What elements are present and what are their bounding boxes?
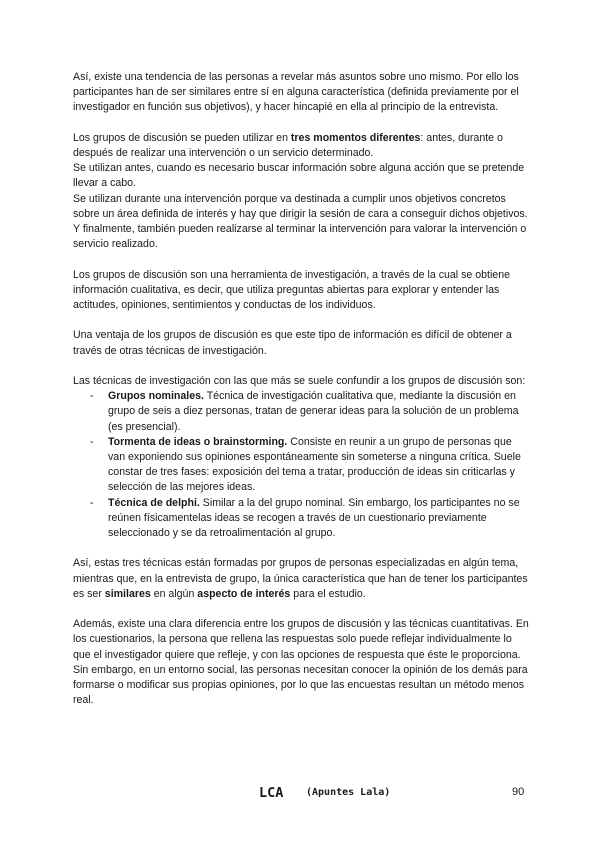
paragraph-similarity: Así, existe una tendencia de las personas a revelar más asuntos sobre uno mismo. Por ello los participantes han de ser similares entre sí en alguna característica (definida previamente por el investigador en función sus objetivos), y hacer hincapié en ella al principio de la entrevista. [73, 71, 519, 114]
paragraph-comparison [73, 556, 531, 602]
technique-term: Grupos nominales. [108, 390, 204, 403]
page-number: 90 [512, 786, 525, 798]
footer-subtitle: (Apuntes Lala) [306, 787, 391, 798]
technique-term: Tormenta de ideas o brainstorming. [108, 435, 288, 448]
technique-description: Consiste en reunir a un grupo de personas que van exponiendo sus opiniones espontáneamente sin someterse a ninguna crítica. Suele constar de tres fases: exposición del tema a tratar, producción de ideas sin criticarlas y selección de las mejores ideas. [108, 435, 521, 494]
technique-description: Similar a la del grupo nominal. Sin embargo, los participantes no se reúnen físicamentelas ideas se recogen a través de un cuestionario previamente seleccionado y se da retroalimentación al grupo. [108, 496, 520, 540]
paragraph-tool: Los grupos de discusión son una herramienta de investigación, a través de la cual se obtiene información cualitativa, es decir, que utiliza preguntas abiertas para explorar y entender las actitudes, opiniones, sentimientos y conductas de los individuos. [73, 268, 510, 312]
paragraph-before: Se utilizan antes, cuando es necesario buscar información sobre alguna acción que se pretende llevar a cabo. [73, 162, 525, 190]
bold-term: tres momentos diferentes [290, 131, 421, 144]
technique-term: Técnica de delphi. [108, 496, 200, 509]
bold-term: similares [104, 587, 151, 600]
text-segment: Los grupos de discusión se pueden utilizar en [73, 131, 291, 144]
paragraph-techniques-intro: Las técnicas de investigación con las que más se suele confundir a los grupos de discusión son: [73, 375, 526, 387]
technique-description: Técnica de investigación cualitativa que, mediante la discusión en grupo de seis a diez personas, tratan de generar ideas para la solución de un problema (es presencial). [108, 390, 519, 433]
paragraph-quantitative: Además, existe una clara diferencia entre los grupos de discusión y las técnicas cuantitativas. En los cuestionarios, la persona que rellena las respuestas solo puede reflejar individualmente lo que el investigador quiere que refleje, y con las opciones de respuesta que éste le proporciona. Sin embargo, en un entorno social, las personas necesitan conocer la opinión de los demás para formarse o modificar sus propias opiniones, por lo que las encuestas resultan un método menos real. [73, 618, 529, 707]
footer-brand: LCA [259, 785, 284, 801]
page-footer [0, 785, 600, 803]
paragraph-three-moments [73, 131, 531, 161]
paragraph-after: Y finalmente, también pueden realizarse al terminar la intervención para valorar la intervención o servicio realizado. [73, 223, 527, 251]
bold-term: aspecto de interés [197, 587, 291, 600]
paragraph-advantage: Una ventaja de los grupos de discusión es que este tipo de información es difícil de obtener a través de otras técnicas de investigación. [73, 329, 512, 357]
paragraph-during: Se utilizan durante una intervención porque va destinada a cumplir unos objetivos concretos sobre un área definida de interés y hay que dirigir la sesión de cara a conseguir dichos objetivos. [73, 192, 528, 220]
document-body [73, 70, 531, 724]
list-item [73, 435, 531, 496]
dash-bullet: - [90, 435, 94, 448]
text-segment: en algún [150, 587, 198, 600]
text-segment: Así, estas tres técnicas están formadas por grupos de personas especializadas en algún tema, mientras que, en la entrevista de grupo, la única característica que han de tener los participantes es ser [73, 557, 528, 600]
list-item [73, 496, 531, 542]
dash-bullet: - [90, 496, 94, 509]
text-segment: : antes, durante o después de realizar una intervención o un servicio determinado. [73, 131, 503, 159]
dash-bullet: - [90, 390, 94, 403]
list-item [73, 389, 531, 435]
techniques-list [73, 389, 531, 541]
text-segment: para el estudio. [290, 587, 366, 600]
